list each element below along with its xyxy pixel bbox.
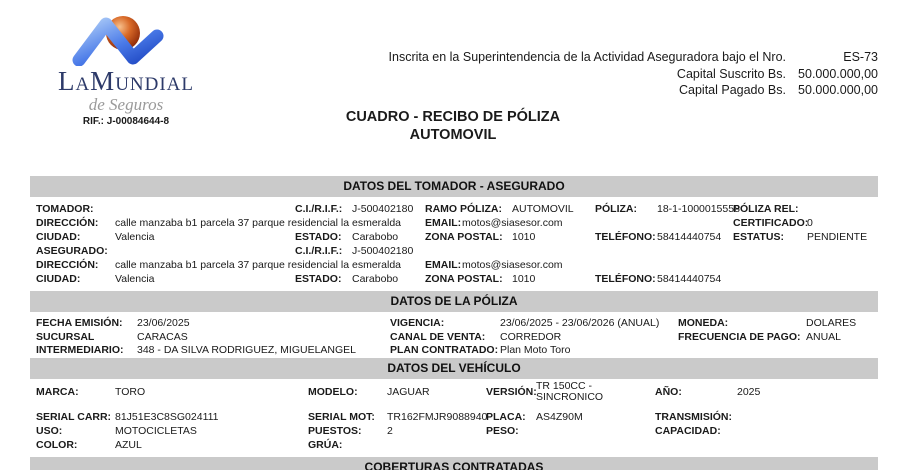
telefono2-label: TELÉFONO: (595, 273, 656, 285)
telefono-value: 58414440754 (657, 231, 722, 243)
ramo-poliza-label: RAMO PÓLIZA: (425, 203, 502, 215)
registration-value: ES-73 (843, 50, 878, 64)
zona-postal2-value: 1010 (512, 273, 536, 285)
tomador-row-2 (0, 217, 906, 230)
color-label: COLOR: (36, 439, 78, 451)
vehiculo-row-4 (0, 439, 906, 452)
asegurado-row-2 (0, 259, 906, 272)
email-label: EMAIL: (425, 217, 462, 229)
estatus-value: PENDIENTE (807, 231, 868, 243)
estado-label: ESTADO: (295, 231, 342, 243)
zona-postal-value: 1010 (512, 231, 536, 243)
tomador-row-1 (0, 203, 906, 216)
section-header-vehiculo: DATOS DEL VEHÍCULO (30, 358, 878, 379)
telefono-label: TELÉFONO: (595, 231, 656, 243)
telefono2-value: 58414440754 (657, 273, 722, 285)
email2-value: motos@siasesor.com (462, 259, 563, 271)
tomador-label: TOMADOR: (36, 203, 94, 215)
ciudad-label: CIUDAD: (36, 231, 81, 243)
asegurado-cirif-label: C.I./R.I.F.: (295, 245, 343, 257)
email-value: motos@siasesor.com (462, 217, 563, 229)
section-header-poliza: DATOS DE LA PÓLIZA (30, 291, 878, 312)
capital-suscrito-label: Capital Suscrito Bs. (676, 67, 786, 81)
intermediario-value: 348 - DA SILVA RODRIGUEZ, MIGUELANGEL (137, 344, 357, 356)
poliza-row-3 (0, 344, 906, 357)
registration-label: Inscrita en la Superintendencia de la Actividad Aseguradora bajo el Nro. (388, 50, 786, 64)
estado2-label: ESTADO: (295, 273, 342, 285)
plan-contratado-value: Plan Moto Toro (500, 344, 571, 356)
asegurado-cirif-value: J-500402180 (352, 245, 414, 257)
poliza-label: PÓLIZA: (595, 203, 637, 215)
asegurado-row-1 (0, 245, 906, 258)
capacidad-label: CAPACIDAD: (655, 425, 721, 437)
ciudad2-label: CIUDAD: (36, 273, 81, 285)
estado2-value: Carabobo (352, 273, 399, 285)
vehiculo-row-3 (0, 425, 906, 438)
direccion2-value: calle manzaba b1 parcela 37 parque residencial la esmeralda (115, 259, 402, 271)
grua-label: GRÚA: (308, 439, 343, 451)
serial-mot-value: TR162FMJR9088940 (387, 411, 488, 423)
poliza-row-1 (0, 317, 906, 330)
brand-rif: RIF.: J-00084644-8 (82, 116, 170, 127)
serial-mot-label: SERIAL MOT: (308, 411, 375, 423)
anio-value: 2025 (737, 386, 761, 398)
vigencia-value: 23/06/2025 - 23/06/2026 (ANUAL) (500, 317, 660, 329)
capital-suscrito-value: 50.000.000,00 (798, 67, 878, 81)
section-header-tomador: DATOS DEL TOMADOR - ASEGURADO (30, 176, 878, 197)
uso-label: USO: (36, 425, 63, 437)
serial-carr-value: 81J51E3C8SG024111 (115, 411, 219, 423)
frecuencia-pago-label: FRECUENCIA DE PAGO: (678, 331, 801, 343)
fecha-emision-label: FECHA EMISIÓN: (36, 317, 123, 329)
logo-zigzag (79, 24, 157, 60)
asegurado-row-3 (0, 273, 906, 286)
ramo-poliza-value: AUTOMOVIL (512, 203, 574, 215)
modelo-value: JAGUAR (387, 386, 430, 398)
intermediario-label: INTERMEDIARIO: (36, 344, 124, 356)
document-title-line1: CUADRO - RECIBO DE PÓLIZA (345, 109, 561, 125)
peso-label: PESO: (486, 425, 519, 437)
brand-name: LaMundial (57, 66, 195, 96)
asegurado-label: ASEGURADO: (36, 245, 108, 257)
vigencia-label: VIGENCIA: (390, 317, 445, 329)
poliza-value: 18-1-1000015558 (657, 203, 740, 215)
lamundial-logo-icon (71, 8, 181, 66)
moneda-label: MONEDA: (678, 317, 729, 329)
marca-label: MARCA: (36, 386, 79, 398)
cirif-value: J-500402180 (352, 203, 414, 215)
estatus-label: ESTATUS: (733, 231, 784, 243)
direccion-label: DIRECCIÓN: (36, 217, 99, 229)
uso-value: MOTOCICLETAS (115, 425, 197, 437)
placa-value: AS4Z90M (536, 411, 583, 423)
estado-value: Carabobo (352, 231, 399, 243)
transmision-label: TRANSMISIÓN: (655, 411, 732, 423)
moneda-value: DOLARES (806, 317, 857, 329)
ciudad-value: Valencia (115, 231, 155, 243)
capital-pagado-value: 50.000.000,00 (798, 83, 878, 97)
anio-label: AÑO: (655, 386, 682, 398)
vehiculo-row-1 (0, 380, 906, 403)
frecuencia-pago-value: ANUAL (806, 331, 842, 343)
section-header-coberturas: COBERTURAS CONTRATADAS (30, 457, 878, 470)
puestos-label: PUESTOS: (308, 425, 362, 437)
marca-value: TORO (115, 386, 146, 398)
ciudad2-value: Valencia (115, 273, 155, 285)
email2-label: EMAIL: (425, 259, 462, 271)
direccion2-label: DIRECCIÓN: (36, 259, 99, 271)
cirif-label: C.I./R.I.F.: (295, 203, 343, 215)
serial-carr-label: SERIAL CARR: (36, 411, 112, 423)
modelo-label: MODELO: (308, 386, 358, 398)
puestos-value: 2 (387, 425, 393, 437)
version-value: TR 150CC - SINCRONICO (536, 380, 604, 403)
vehiculo-row-2 (0, 411, 906, 424)
zona-postal2-label: ZONA POSTAL: (425, 273, 503, 285)
certificado-value: 0 (807, 217, 813, 229)
zona-postal-label: ZONA POSTAL: (425, 231, 503, 243)
brand-subtitle: de Seguros (88, 95, 164, 114)
canal-venta-label: CANAL DE VENTA: (390, 331, 486, 343)
poliza-row-2 (0, 331, 906, 344)
certificado-label: CERTIFICADO: (733, 217, 809, 229)
direccion-value: calle manzaba b1 parcela 37 parque residencial la esmeralda (115, 217, 402, 229)
plan-contratado-label: PLAN CONTRATADO: (390, 344, 499, 356)
placa-label: PLACA: (486, 411, 526, 423)
sucursal-value: CARACAS (137, 331, 188, 343)
fecha-emision-value: 23/06/2025 (137, 317, 190, 329)
capital-pagado-label: Capital Pagado Bs. (678, 83, 786, 97)
tomador-row-3 (0, 231, 906, 244)
poliza-rel-label: PÓLIZA REL: (733, 203, 799, 215)
version-label: VERSIÓN: (486, 386, 537, 398)
sucursal-label: SUCURSAL (36, 331, 95, 343)
color-value: AZUL (115, 439, 142, 451)
canal-venta-value: CORREDOR (500, 331, 562, 343)
document-title-line2: AUTOMOVIL (409, 127, 497, 143)
